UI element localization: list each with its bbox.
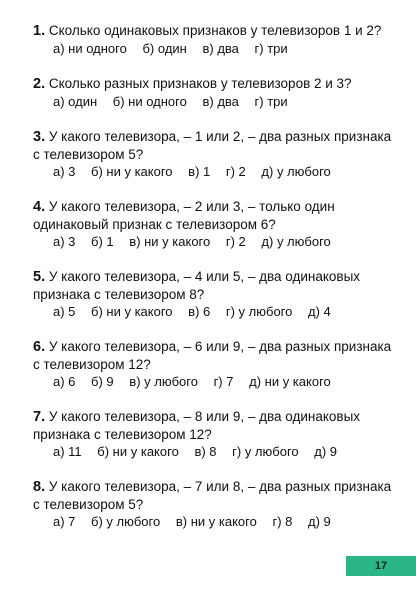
answer-options — [33, 93, 393, 111]
answer-option: а) 3 — [53, 234, 76, 249]
question-8 — [33, 478, 393, 531]
answer-option: б) у любого — [91, 514, 161, 529]
answer-option: г) у любого — [225, 304, 293, 319]
answer-option: в) 6 — [188, 304, 211, 319]
question-text-continued: с телевизором 5? — [33, 497, 144, 512]
answer-option: б) 1 — [91, 234, 114, 249]
question-2 — [33, 75, 393, 111]
answer-option: б) ни у какого — [91, 304, 173, 319]
answer-option: г) 2 — [225, 234, 246, 249]
answer-option: а) 5 — [53, 304, 76, 319]
answer-option: г) три — [254, 41, 288, 56]
answer-option: г) 8 — [272, 514, 293, 529]
answer-option: г) у любого — [232, 444, 299, 459]
question-3 — [33, 128, 393, 181]
answer-option: д) ни у какого — [249, 374, 331, 389]
question-6 — [33, 338, 393, 391]
question-number: 4. — [33, 199, 46, 215]
answer-option: б) ни одного — [112, 94, 187, 109]
answer-options — [33, 373, 393, 391]
answer-option: а) один — [53, 94, 98, 109]
question-text-continued: с телевизором 5? — [33, 147, 144, 162]
question-text-continued: признака с телевизором 12? — [33, 427, 212, 442]
answer-option: д) у любого — [261, 164, 331, 179]
question-text: У какого телевизора, – 4 или 5, – два одинаковых — [48, 269, 361, 284]
answer-option: а) 6 — [53, 374, 76, 389]
answer-options — [33, 163, 393, 181]
answer-option: б) 9 — [91, 374, 114, 389]
page-number-badge: 17 — [346, 556, 416, 576]
answer-option: г) 7 — [213, 374, 234, 389]
answer-option: а) ни одного — [53, 41, 127, 56]
answer-option: д) 4 — [308, 304, 331, 319]
answer-option: в) у любого — [129, 374, 198, 389]
question-7 — [33, 408, 393, 461]
question-number: 7. — [33, 409, 46, 425]
answer-option: б) ни у какого — [91, 164, 173, 179]
question-4 — [33, 198, 393, 251]
answer-options — [33, 40, 393, 58]
answer-option: б) один — [142, 41, 187, 56]
answer-option: в) ни у какого — [175, 514, 257, 529]
question-text: У какого телевизора, – 6 или 9, – два разных признака — [48, 339, 392, 354]
answer-options — [33, 303, 393, 321]
question-number: 3. — [33, 129, 46, 145]
answer-option: б) ни у какого — [97, 444, 179, 459]
answer-option: д) у любого — [261, 234, 331, 249]
question-text: У какого телевизора, – 7 или 8, – два разных признака — [48, 479, 392, 494]
answer-option: д) 9 — [308, 514, 331, 529]
question-text: У какого телевизора, – 8 или 9, – два одинаковых — [48, 409, 361, 424]
question-number: 2. — [33, 76, 46, 92]
answer-options — [33, 233, 393, 251]
answer-option: а) 11 — [53, 444, 82, 459]
answer-options — [33, 443, 393, 461]
answer-option: а) 3 — [53, 164, 76, 179]
question-list — [33, 22, 393, 548]
answer-options — [33, 513, 393, 531]
question-text: У какого телевизора, – 1 или 2, – два разных признака — [48, 129, 392, 144]
answer-option: в) два — [202, 94, 239, 109]
question-text: Сколько разных признаков у телевизоров 2 и 3? — [48, 76, 352, 91]
question-text-continued: признака с телевизором 8? — [33, 287, 205, 302]
answer-option: в) 1 — [188, 164, 211, 179]
answer-option: г) 2 — [225, 164, 246, 179]
question-text-continued: с телевизором 12? — [33, 357, 151, 372]
question-text-continued: одинаковый признак с телевизором 6? — [33, 217, 276, 232]
answer-option: в) ни у какого — [129, 234, 211, 249]
answer-option: а) 7 — [53, 514, 76, 529]
question-1 — [33, 22, 393, 58]
question-number: 8. — [33, 479, 46, 495]
answer-option: г) три — [254, 94, 288, 109]
answer-option: в) два — [202, 41, 239, 56]
answer-option: в) 8 — [194, 444, 217, 459]
question-5 — [33, 268, 393, 321]
question-text: У какого телевизора, – 2 или 3, – только один — [48, 199, 335, 214]
question-number: 1. — [33, 23, 46, 39]
answer-option: д) 9 — [314, 444, 338, 459]
question-number: 6. — [33, 339, 46, 355]
question-number: 5. — [33, 269, 46, 285]
question-text: Сколько одинаковых признаков у телевизоров 1 и 2? — [48, 23, 382, 38]
